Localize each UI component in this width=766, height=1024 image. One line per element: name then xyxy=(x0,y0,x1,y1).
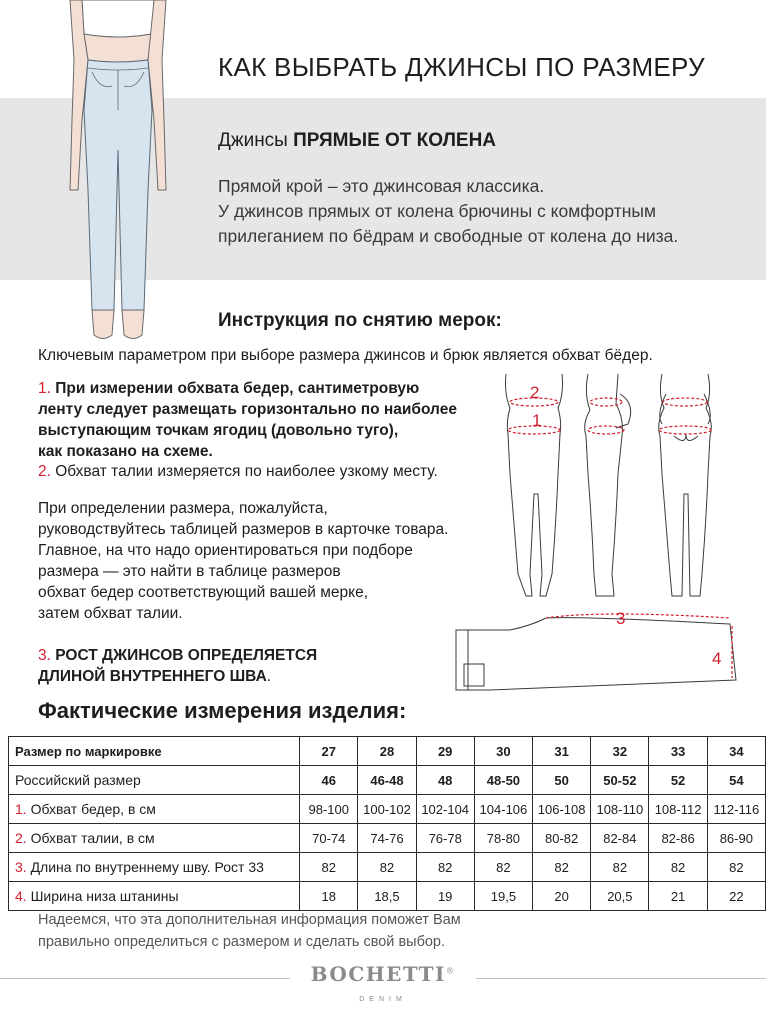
step-3-line: ДЛИНОЙ ВНУТРЕННЕГО ШВА xyxy=(38,668,267,685)
subtitle-model: ПРЯМЫЕ ОТ КОЛЕНА xyxy=(293,130,497,151)
paragraph-line: руководствуйтесь таблицей размеров в карточке товара. xyxy=(38,521,449,538)
table-cell: 21 xyxy=(649,882,707,911)
table-cell: 98-100 xyxy=(300,795,358,824)
instructions-title: Инструкция по снятию мерок: xyxy=(218,310,502,331)
footer-note-line: правильно определиться с размером и сделать свой выбор. xyxy=(38,934,446,950)
step-1-line: При измерении обхвата бедер, сантиметровую xyxy=(55,380,420,397)
table-row xyxy=(9,853,766,882)
table-cell: 112-116 xyxy=(707,795,765,824)
description-line: прилеганием по бёдрам и свободные от колена до низа. xyxy=(218,226,679,246)
table-cell: 54 xyxy=(707,766,765,795)
table-cell: 102-104 xyxy=(416,795,474,824)
table-cell: 82 xyxy=(416,853,474,882)
size-cell: 33 xyxy=(649,737,707,766)
table-cell: 80-82 xyxy=(533,824,591,853)
size-cell: 31 xyxy=(533,737,591,766)
table-cell: 82 xyxy=(591,853,649,882)
row-label: Длина по внутреннему шву. Рост 33 xyxy=(30,859,264,875)
paragraph-line: При определении размера, пожалуйста, xyxy=(38,500,328,517)
row-label: Ширина низа штанины xyxy=(30,888,179,904)
table-cell: 106-108 xyxy=(533,795,591,824)
brand-registered-mark: ® xyxy=(445,966,456,976)
step-2-number: 2. xyxy=(38,463,51,480)
paragraph-line: Главное, на что надо ориентироваться при подборе xyxy=(38,542,413,559)
table-cell: 48-50 xyxy=(474,766,532,795)
row-label: Российский размер xyxy=(15,772,141,788)
step-3-number: 3. xyxy=(38,647,51,664)
row-label-cell xyxy=(9,824,300,853)
table-cell: 82 xyxy=(533,853,591,882)
step-1 xyxy=(38,378,488,462)
step-1-number: 1. xyxy=(38,380,51,397)
table-cell: 108-112 xyxy=(649,795,707,824)
row-number: 4. xyxy=(15,888,27,904)
paragraph-line: затем обхват талии. xyxy=(38,605,183,622)
row-label: Обхват талии, в см xyxy=(30,830,155,846)
model-figure-illustration xyxy=(48,0,188,345)
table-cell: 82 xyxy=(474,853,532,882)
table-cell: 22 xyxy=(707,882,765,911)
brand-logo xyxy=(0,962,766,986)
brand-subline: DENIM xyxy=(359,996,407,1003)
step-1-line: ленту следует размещать горизонтально по наиболее xyxy=(38,401,457,418)
row-number: 3. xyxy=(15,859,27,875)
table-row xyxy=(9,824,766,853)
table-cell: 82-86 xyxy=(649,824,707,853)
step-3-period: . xyxy=(266,668,272,685)
table-cell: 82 xyxy=(300,853,358,882)
size-cell: 27 xyxy=(300,737,358,766)
table-cell: 20,5 xyxy=(591,882,649,911)
paragraph-line: обхват бедер соответствующий вашей мерке, xyxy=(38,584,369,601)
model-subtitle xyxy=(218,130,496,152)
table-row xyxy=(9,882,766,911)
diagram-label-3: 3 xyxy=(616,609,626,628)
header-label-cell: Размер по маркировке xyxy=(9,737,300,766)
size-cell: 32 xyxy=(591,737,649,766)
table-cell: 100-102 xyxy=(358,795,416,824)
measurements-title: Фактические измерения изделия: xyxy=(38,698,407,723)
step-2-text: Обхват талии измеряется по наиболее узкому месту. xyxy=(55,463,438,480)
table-cell: 70-74 xyxy=(300,824,358,853)
size-cell: 28 xyxy=(358,737,416,766)
table-header-row xyxy=(9,737,766,766)
diagram-label-2: 2 xyxy=(530,383,540,402)
table-row xyxy=(9,766,766,795)
size-cell: 30 xyxy=(474,737,532,766)
row-label-cell xyxy=(9,795,300,824)
step-1-line: выступающим точкам ягодиц (довольно туго), xyxy=(38,422,399,439)
diagram-label-4: 4 xyxy=(712,649,722,668)
table-cell: 74-76 xyxy=(358,824,416,853)
table-cell: 19,5 xyxy=(474,882,532,911)
table-cell: 50 xyxy=(533,766,591,795)
size-guidance-paragraph xyxy=(38,498,508,624)
subtitle-prefix: Джинсы xyxy=(218,130,288,151)
step-3-line: РОСТ ДЖИНСОВ ОПРЕДЕЛЯЕТСЯ xyxy=(55,647,318,664)
size-cell: 29 xyxy=(416,737,474,766)
table-cell: 18 xyxy=(300,882,358,911)
step-1-line: как показано на схеме. xyxy=(38,443,213,460)
page-title: КАК ВЫБРАТЬ ДЖИНСЫ ПО РАЗМЕРУ xyxy=(218,52,705,82)
body-measurement-diagram xyxy=(496,374,728,602)
table-cell: 82-84 xyxy=(591,824,649,853)
brand-name: BOCHETTI xyxy=(310,962,446,986)
trouser-leg-diagram xyxy=(450,604,750,694)
table-cell: 48 xyxy=(416,766,474,795)
table-row xyxy=(9,795,766,824)
table-cell: 20 xyxy=(533,882,591,911)
table-cell: 19 xyxy=(416,882,474,911)
table-cell: 86-90 xyxy=(707,824,765,853)
model-description xyxy=(218,174,678,249)
table-cell: 52 xyxy=(649,766,707,795)
step-3 xyxy=(38,645,317,687)
description-line: У джинсов прямых от колена брючины с комфортным xyxy=(218,201,657,221)
table-cell: 76-78 xyxy=(416,824,474,853)
row-number: 1. xyxy=(15,801,27,817)
table-cell: 82 xyxy=(707,853,765,882)
diagram-label-1: 1 xyxy=(532,411,542,430)
key-parameter-text: Ключевым параметром при выборе размера джинсов и брюк является обхват бёдер. xyxy=(38,347,653,364)
row-label: Обхват бедер, в см xyxy=(30,801,156,817)
table-cell: 82 xyxy=(358,853,416,882)
row-number: 2. xyxy=(15,830,27,846)
table-cell: 82 xyxy=(649,853,707,882)
size-cell: 34 xyxy=(707,737,765,766)
footer-note xyxy=(38,909,461,953)
row-label-cell xyxy=(9,853,300,882)
paragraph-line: размера — это найти в таблице размеров xyxy=(38,563,341,580)
table-cell: 46 xyxy=(300,766,358,795)
table-cell: 46-48 xyxy=(358,766,416,795)
step-2 xyxy=(38,463,438,481)
table-cell: 18,5 xyxy=(358,882,416,911)
row-label-cell xyxy=(9,882,300,911)
table-cell: 104-106 xyxy=(474,795,532,824)
description-line: Прямой крой – это джинсовая классика. xyxy=(218,176,545,196)
row-label-cell xyxy=(9,766,300,795)
footer-note-line: Надеемся, что эта дополнительная информация поможет Вам xyxy=(38,912,461,928)
table-cell: 108-110 xyxy=(591,795,649,824)
table-cell: 50-52 xyxy=(591,766,649,795)
table-cell: 78-80 xyxy=(474,824,532,853)
size-table xyxy=(8,736,766,911)
